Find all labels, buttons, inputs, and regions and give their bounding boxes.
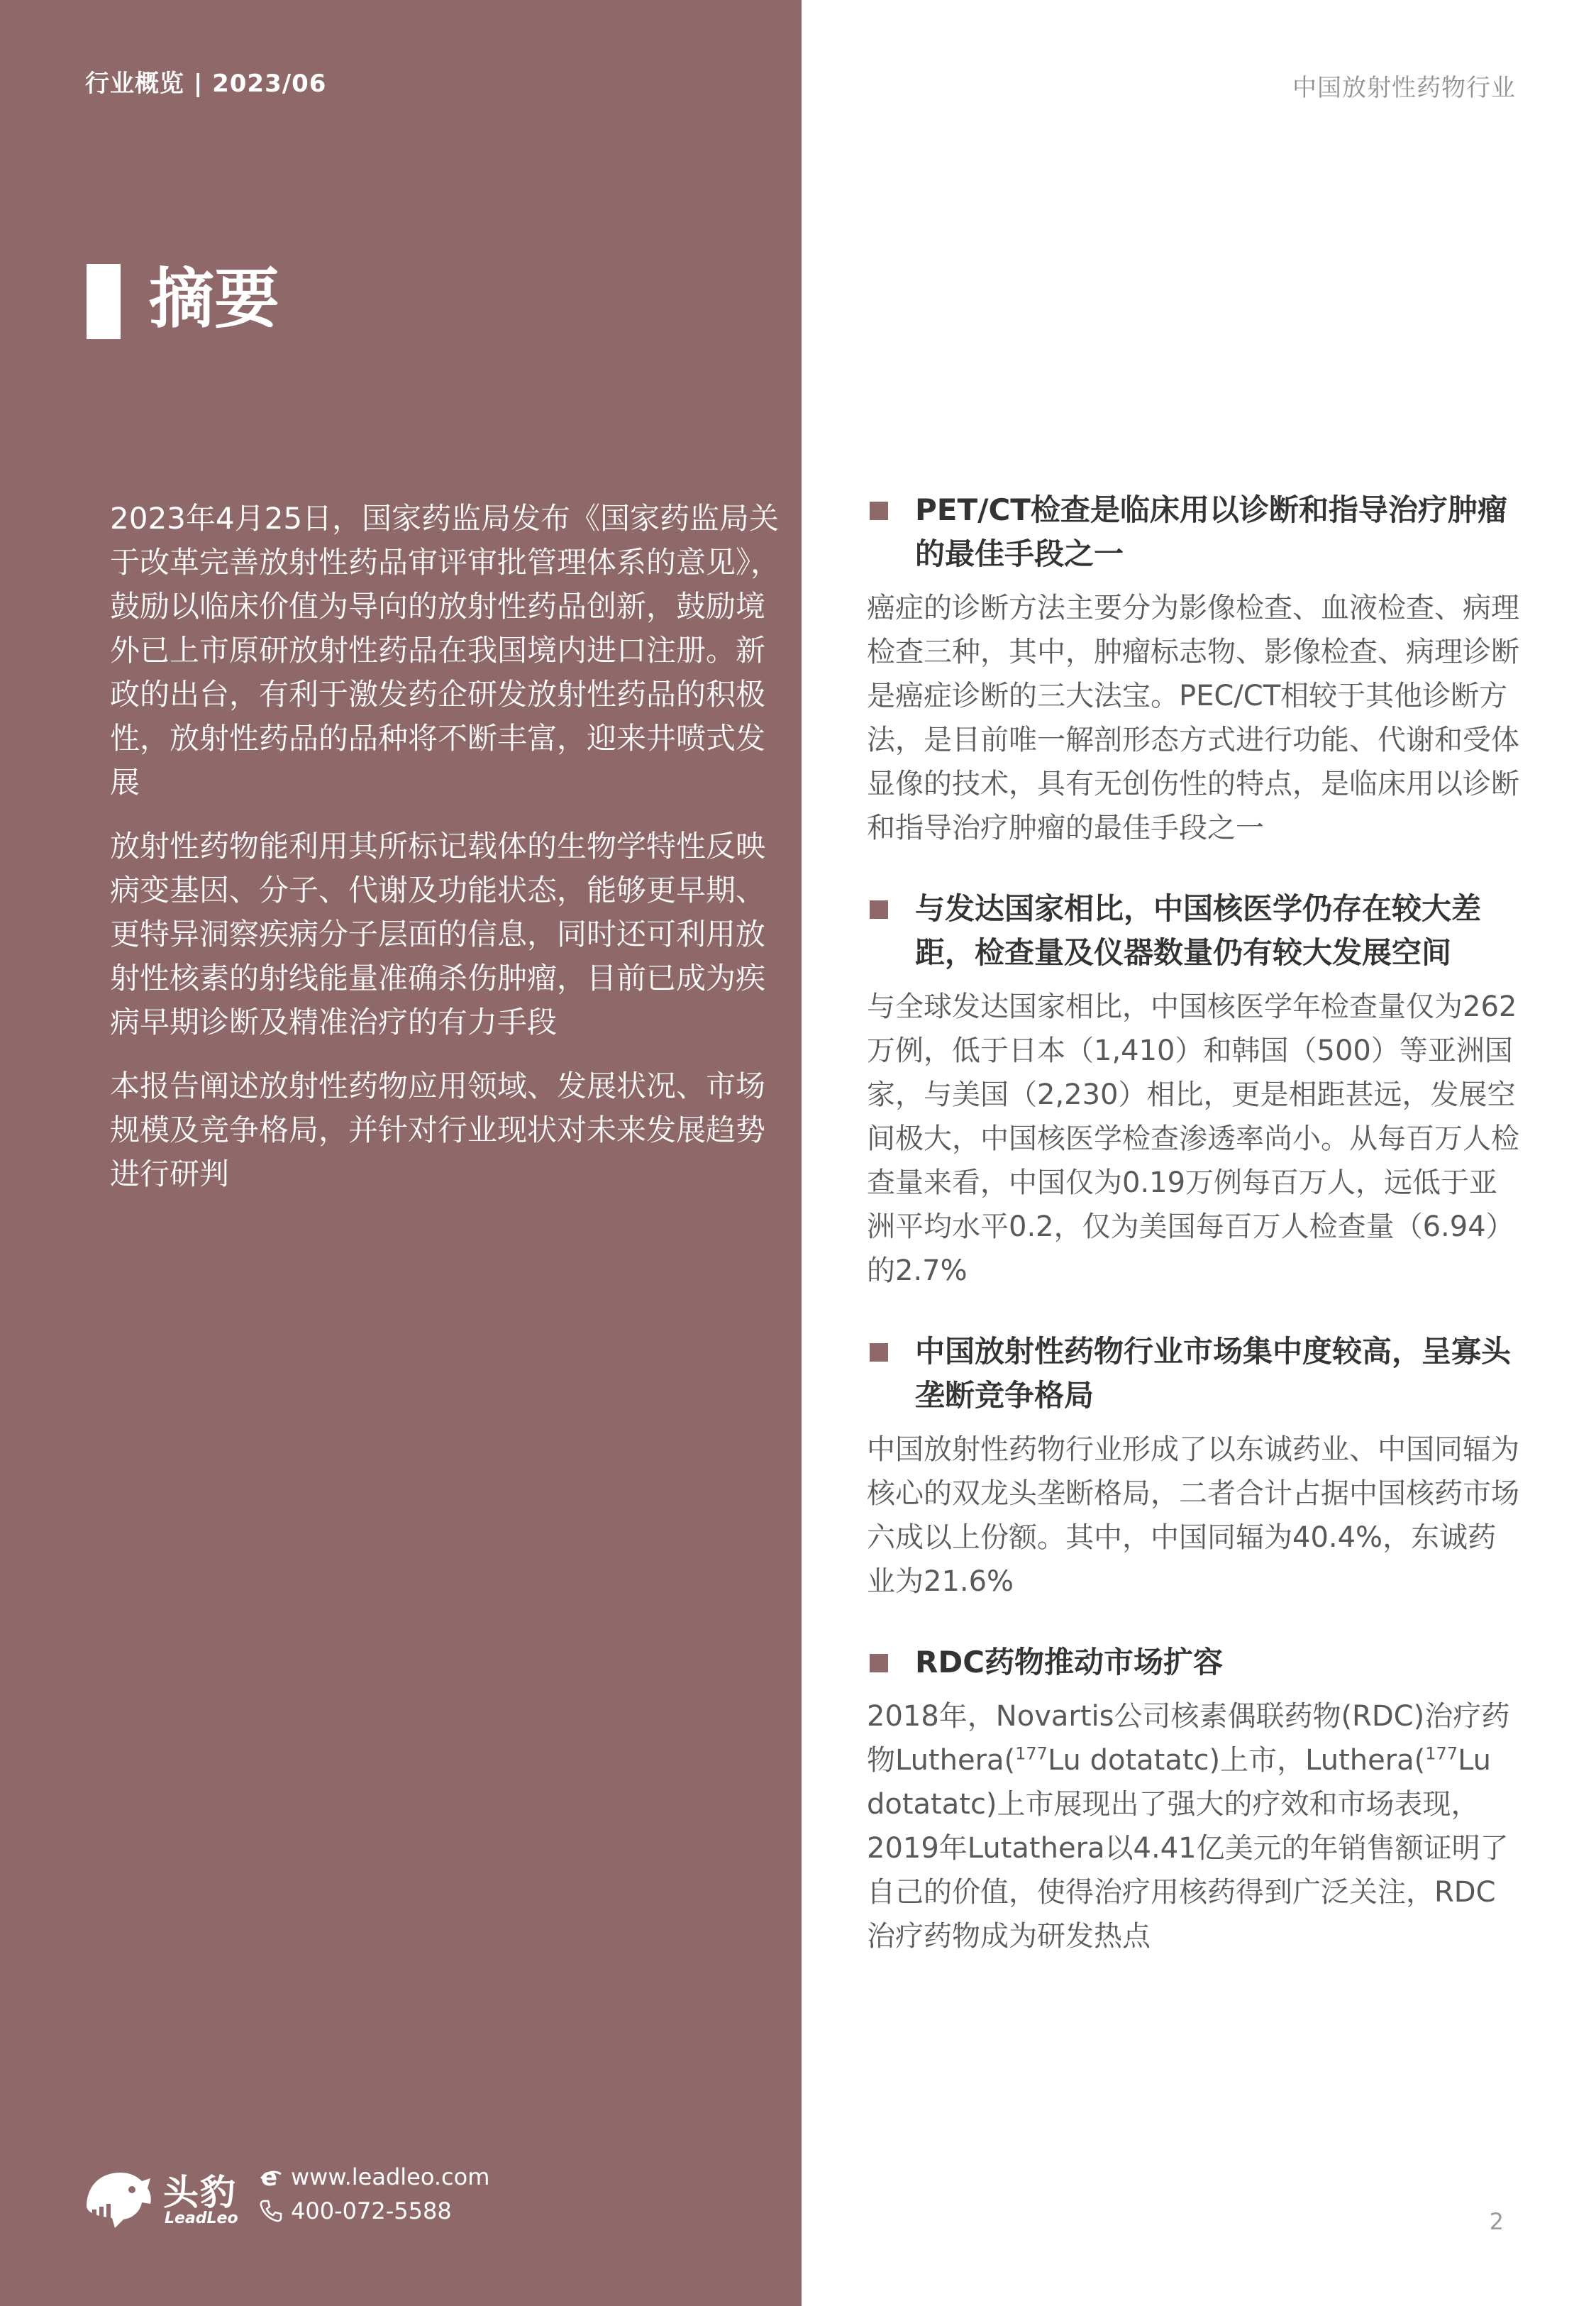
bullet-square-icon: [870, 1654, 888, 1672]
report-topic: 中国放射性药物行业: [1292, 74, 1516, 102]
intro-paragraph: 本报告阐述放射性药物应用领域、发展状况、市场规模及竞争格局，并针对行业现状对未来发展趋势进行研判: [110, 1069, 766, 1191]
report-type-date: 行业概览 | 2023/06: [85, 70, 327, 98]
finding-body: 与全球发达国家相比，中国核医学年检查量仅为262万例，低于日本（1,410）和韩国（500）等亚洲国家，与美国（2,230）相比，更是相距甚远，发展空间极大，中国核医学检查渗透率尚小。从每百万人检查量来看，中国仅为0.19万例每百万人，远低于亚洲平均水平0.2，仅为美国每百万人检查量（6.94）的2.7%: [867, 991, 1519, 1287]
phone-icon: [258, 2198, 284, 2224]
intro-paragraph: 2023年4月25日，国家药监局发布《国家药监局关于改革完善放射性药品审评审批管理体系的意见》，鼓励以临床价值为导向的放射性药品创新，鼓励境外已上市原研放射性药品在我国境内进口注册。新政的出台，有利于激发药企研发放射性药品的积极性，放射性药品的品种将不断丰富，迎来井喷式发展: [110, 501, 781, 800]
finding-heading-text: 中国放射性药物行业市场集中度较高，呈寡头垄断竞争格局: [915, 1334, 1512, 1413]
finding-heading-text: 与发达国家相比，中国核医学仍存在较大差距，检查量及仪器数量仍有较大发展空间: [915, 891, 1482, 970]
logo-text-en: LeadLeo: [165, 2210, 238, 2227]
logo-text-cn: 头豹: [163, 2172, 237, 2213]
logo-icon: [79, 2157, 157, 2235]
finding-section: [867, 887, 1519, 1293]
bullet-square-icon: [870, 900, 888, 919]
finding-heading: [867, 1330, 1519, 1418]
page-title: 摘要: [149, 261, 280, 337]
isotope-superscript: 177: [1015, 1743, 1048, 1764]
finding-body: [867, 1694, 1519, 1958]
page-number: 2: [1489, 2208, 1504, 2235]
finding-body: 癌症的诊断方法主要分为影像检查、血液检查、病理检查三种，其中，肿瘤标志物、影像检查、病理诊断是癌症诊断的三大法宝。PEC/CT相较于其他诊断方法，是目前唯一解剖形态方式进行功能、代谢和受体显像的技术，具有无创伤性的特点，是临床用以诊断和指导治疗肿瘤的最佳手段之一: [867, 592, 1519, 844]
finding-heading: [867, 887, 1519, 975]
finding-heading-text: RDC药物推动市场扩容: [915, 1645, 1224, 1679]
finding-section: [867, 1330, 1519, 1604]
finding-heading: [867, 1640, 1519, 1684]
summary-intro: [110, 497, 780, 1216]
finding-section: [867, 488, 1519, 850]
website-link[interactable]: www.leadleo.com: [291, 2163, 490, 2190]
finding-heading-text: PET/CT检查是临床用以诊断和指导治疗肿瘤的最佳手段之一: [915, 492, 1507, 571]
finding-body: 中国放射性药物行业形成了以东诚药业、中国同辐为核心的双龙头垄断格局，二者合计占据中国核药市场六成以上份额。其中，中国同辐为40.4%，东诚药业为21.6%: [867, 1433, 1519, 1598]
key-findings: [867, 488, 1519, 1995]
bullet-square-icon: [870, 1343, 888, 1362]
intro-paragraph: 放射性药物能利用其所标记载体的生物学特性反映病变基因、分子、代谢及功能状态，能够更早期、更特异洞察疾病分子层面的信息，同时还可利用放射性核素的射线能量准确杀伤肿瘤，目前已成为疾病早期诊断及精准治疗的有力手段: [110, 829, 766, 1039]
svg-text:e: e: [261, 2164, 278, 2190]
body-text: Lu dotatatc)上市，Luthera(: [1047, 1744, 1426, 1777]
body-text: Lu dotatatc)上市展现出了强大的疗效和市场表现，2019年Lutathera以4.41亿美元的年销售额证明了自己的价值，使得治疗用核药得到广泛关注，RDC治疗药物成为研发热点: [867, 1744, 1509, 1953]
footer-brand: [79, 2157, 490, 2235]
phone-number: 400-072-5588: [291, 2197, 452, 2224]
title-accent-bar: [87, 264, 121, 339]
bullet-square-icon: [870, 502, 888, 520]
finding-section: [867, 1640, 1519, 1958]
web-icon: [258, 2164, 284, 2190]
website-row: [258, 2163, 489, 2191]
phone-row: [258, 2197, 452, 2225]
body-text: 2018年，Novartis公司核素偶联药物(RDC)治疗药物Luthera(: [867, 1700, 1510, 1777]
finding-heading: [867, 488, 1519, 576]
isotope-superscript: 177: [1425, 1743, 1458, 1764]
